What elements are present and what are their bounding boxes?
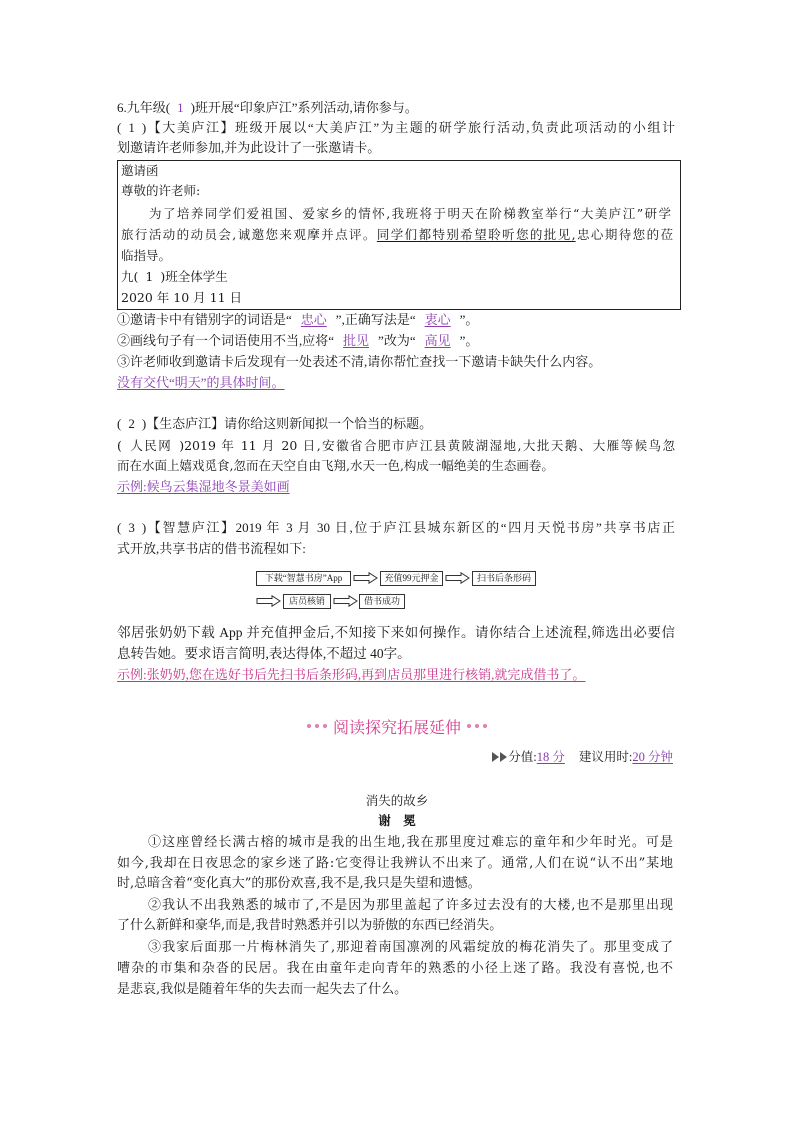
time-label: 建议用时: [578, 750, 633, 764]
q1-text: ”。 [459, 312, 479, 327]
flow-step-deposit: 充值99元押金 [380, 571, 443, 586]
q2-text: ”。 [459, 333, 479, 348]
q1-answer-correct-word: 衷心 [424, 312, 451, 327]
article-line: 是悲哀,我似是随着年华的失去而一起失去了什么。 [117, 982, 408, 997]
part1-q3: ③许老师收到邀请卡后发现有一处表述不清,请你帮忙查找一下邀请卡缺失什么内容。 [117, 354, 602, 369]
news-line2: 而在水面上嬉戏觅食,忽而在天空自由飞翔,水天一色,构成一幅绝美的生态画卷。 [117, 458, 554, 473]
part1-q2 [117, 331, 478, 351]
arrow-right-icon [445, 572, 470, 584]
score-time-info [492, 747, 673, 767]
intro-suffix: )班开展“印象庐江”系列活动,请你参与。 [190, 100, 418, 115]
card-body-line1: 为了培养同学们爱祖国、爱家乡的情怀,我班将于明天在阶梯教室举行“大美庐江”研学 [149, 206, 671, 221]
score-label: 分值: [508, 750, 537, 764]
part2-number: 2 [128, 416, 135, 431]
arrow-right-icon [333, 595, 358, 607]
part3-task-line2: 息转告她。要求语言简明,表达得体,不超过 40字。 [117, 646, 411, 661]
article-line: ①这座曾经长满古榕的城市是我的出生地,我在那里度过难忘的童年和少年时光。可是 [148, 835, 673, 850]
card-salutation: 尊敬的许老师: [121, 183, 201, 198]
part3-line1 [117, 518, 675, 538]
paren-open: ( [117, 520, 122, 535]
part3-answer: 示例:张奶奶,您在选好书后先扫书后条形码,再到店员那里进行核销,就完成借书了。 [117, 667, 586, 682]
question-intro [117, 98, 418, 118]
section-header [0, 714, 794, 738]
part1-line2: 划邀请许老师参加,并为此设计了一张邀请卡。 [117, 140, 381, 155]
signature-class: 1 [145, 269, 154, 284]
q1-text: ”,正确写法是“ [335, 312, 416, 327]
part1-text: )【大美庐江】班级开展以“大美庐江”为主题的研学旅行活动,负责此项活动的小组计 [141, 120, 675, 135]
part3-line2: 式开放,共享书店的借书流程如下: [117, 541, 306, 556]
section-title: 阅读探究拓展延伸 [332, 717, 461, 737]
play-arrow-icon [492, 752, 499, 762]
flow-step-verify: 店员核销 [283, 594, 331, 609]
flow-step-download: 下载“智慧书房”App [256, 571, 351, 586]
score-value: 18 分 [536, 750, 565, 764]
time-value: 20 分钟 [632, 750, 673, 764]
flow-step-success: 借书成功 [359, 594, 405, 609]
part3-text: )【智慧庐江】2019 年 3 月 30 日,位于庐江县城东新区的“四月天悦书房”共享书店正 [141, 520, 675, 535]
part3-task-line1: 邻居张奶奶下载 App 并充值押金后,不知接下来如何操作。请你结合上述流程,筛选出必要信 [117, 625, 675, 640]
class-number: 1 [177, 100, 184, 115]
underlined-sentence: 同学们都特别希望聆听您的批见, [376, 227, 576, 242]
article-title: 消失的故乡 [365, 794, 429, 808]
article-line: ②我认不出我熟悉的城市了,不是因为那里盖起了许多过去没有的大楼,也不是那里出现 [148, 898, 673, 913]
arrow-right-icon [256, 595, 281, 607]
part1-q1 [117, 310, 478, 330]
news-line1 [117, 436, 675, 456]
article-line: 了什么新鲜和豪华,而是,我昔时熟悉并引以为骄傲的东西已经消失。 [117, 918, 503, 933]
paren-open: ( [117, 120, 122, 135]
q2-text: ”改为“ [378, 333, 416, 348]
card-signature [121, 267, 228, 287]
article-line: 嘈杂的市集和杂沓的民居。我在由童年走向青年的熟悉的小径上迷了路。我没有喜悦,也不 [117, 961, 673, 976]
part1-line1 [117, 118, 675, 138]
paren-open: ( [117, 416, 122, 431]
part2-answer: 示例:候鸟云集湿地冬景美如画 [117, 479, 290, 494]
paren-open: ( [117, 438, 122, 453]
flow-step-scan: 扫书后条形码 [472, 571, 536, 586]
news-source: 人民网 [128, 438, 173, 453]
card-body-line2 [121, 225, 673, 245]
article-line: 时,总暗含着“变化真大”的那份欢喜,我不是,我只是失望和遗憾。 [117, 876, 481, 891]
card-date: 2020 年 10 月 11 日 [121, 290, 242, 305]
arrow-right-icon [353, 572, 378, 584]
article-line: 如今,我却在日夜思念的家乡迷了路:它变得让我辨认不出来了。通常,人们在说“认不出”某地 [117, 856, 673, 871]
decorative-dots-left [307, 724, 327, 728]
article-line: ③我家后面那一片梅林消失了,那迎着南国凛冽的风霜绽放的梅花消失了。那里变成了 [148, 940, 673, 955]
part3-number: 3 [128, 520, 135, 535]
invitation-card [117, 160, 681, 310]
part2-line1 [117, 414, 432, 434]
q1-text: ①邀请卡中有错别字的词语是“ [117, 312, 292, 327]
decorative-dots-right [467, 724, 487, 728]
q2-answer-wrong-word: 批见 [343, 333, 370, 348]
q2-text: ②画线句子有一个词语使用不当,应将“ [117, 333, 335, 348]
card-body-line3: 临指导。 [121, 248, 172, 263]
card-body-text: 忠心期待您的莅 [575, 227, 673, 242]
card-title: 邀请函 [121, 163, 159, 178]
article-author: 谢 冕 [378, 814, 416, 828]
part1-number: 1 [128, 120, 135, 135]
part1-q3-answer: 没有交代“明天”的具体时间。 [117, 375, 285, 390]
q2-answer-correct-word: 高见 [424, 333, 451, 348]
q1-answer-wrong-word: 忠心 [300, 312, 327, 327]
intro-prefix: 6.九年级( [117, 100, 171, 115]
signature-prefix: 九( [121, 269, 139, 284]
part2-text: )【生态庐江】请你给这则新闻拟一个恰当的标题。 [141, 416, 433, 431]
card-body-text: 旅行活动的动员会,诚邀您来观摩并点评。 [121, 227, 377, 242]
signature-suffix: )班全体学生 [160, 269, 228, 284]
play-arrow-icon [500, 752, 507, 762]
news-text: )2019 年 11 月 20 日,安徽省合肥市庐江县黄陂湖湿地,大批天鹅、大雁等候鸟忽 [179, 438, 675, 453]
